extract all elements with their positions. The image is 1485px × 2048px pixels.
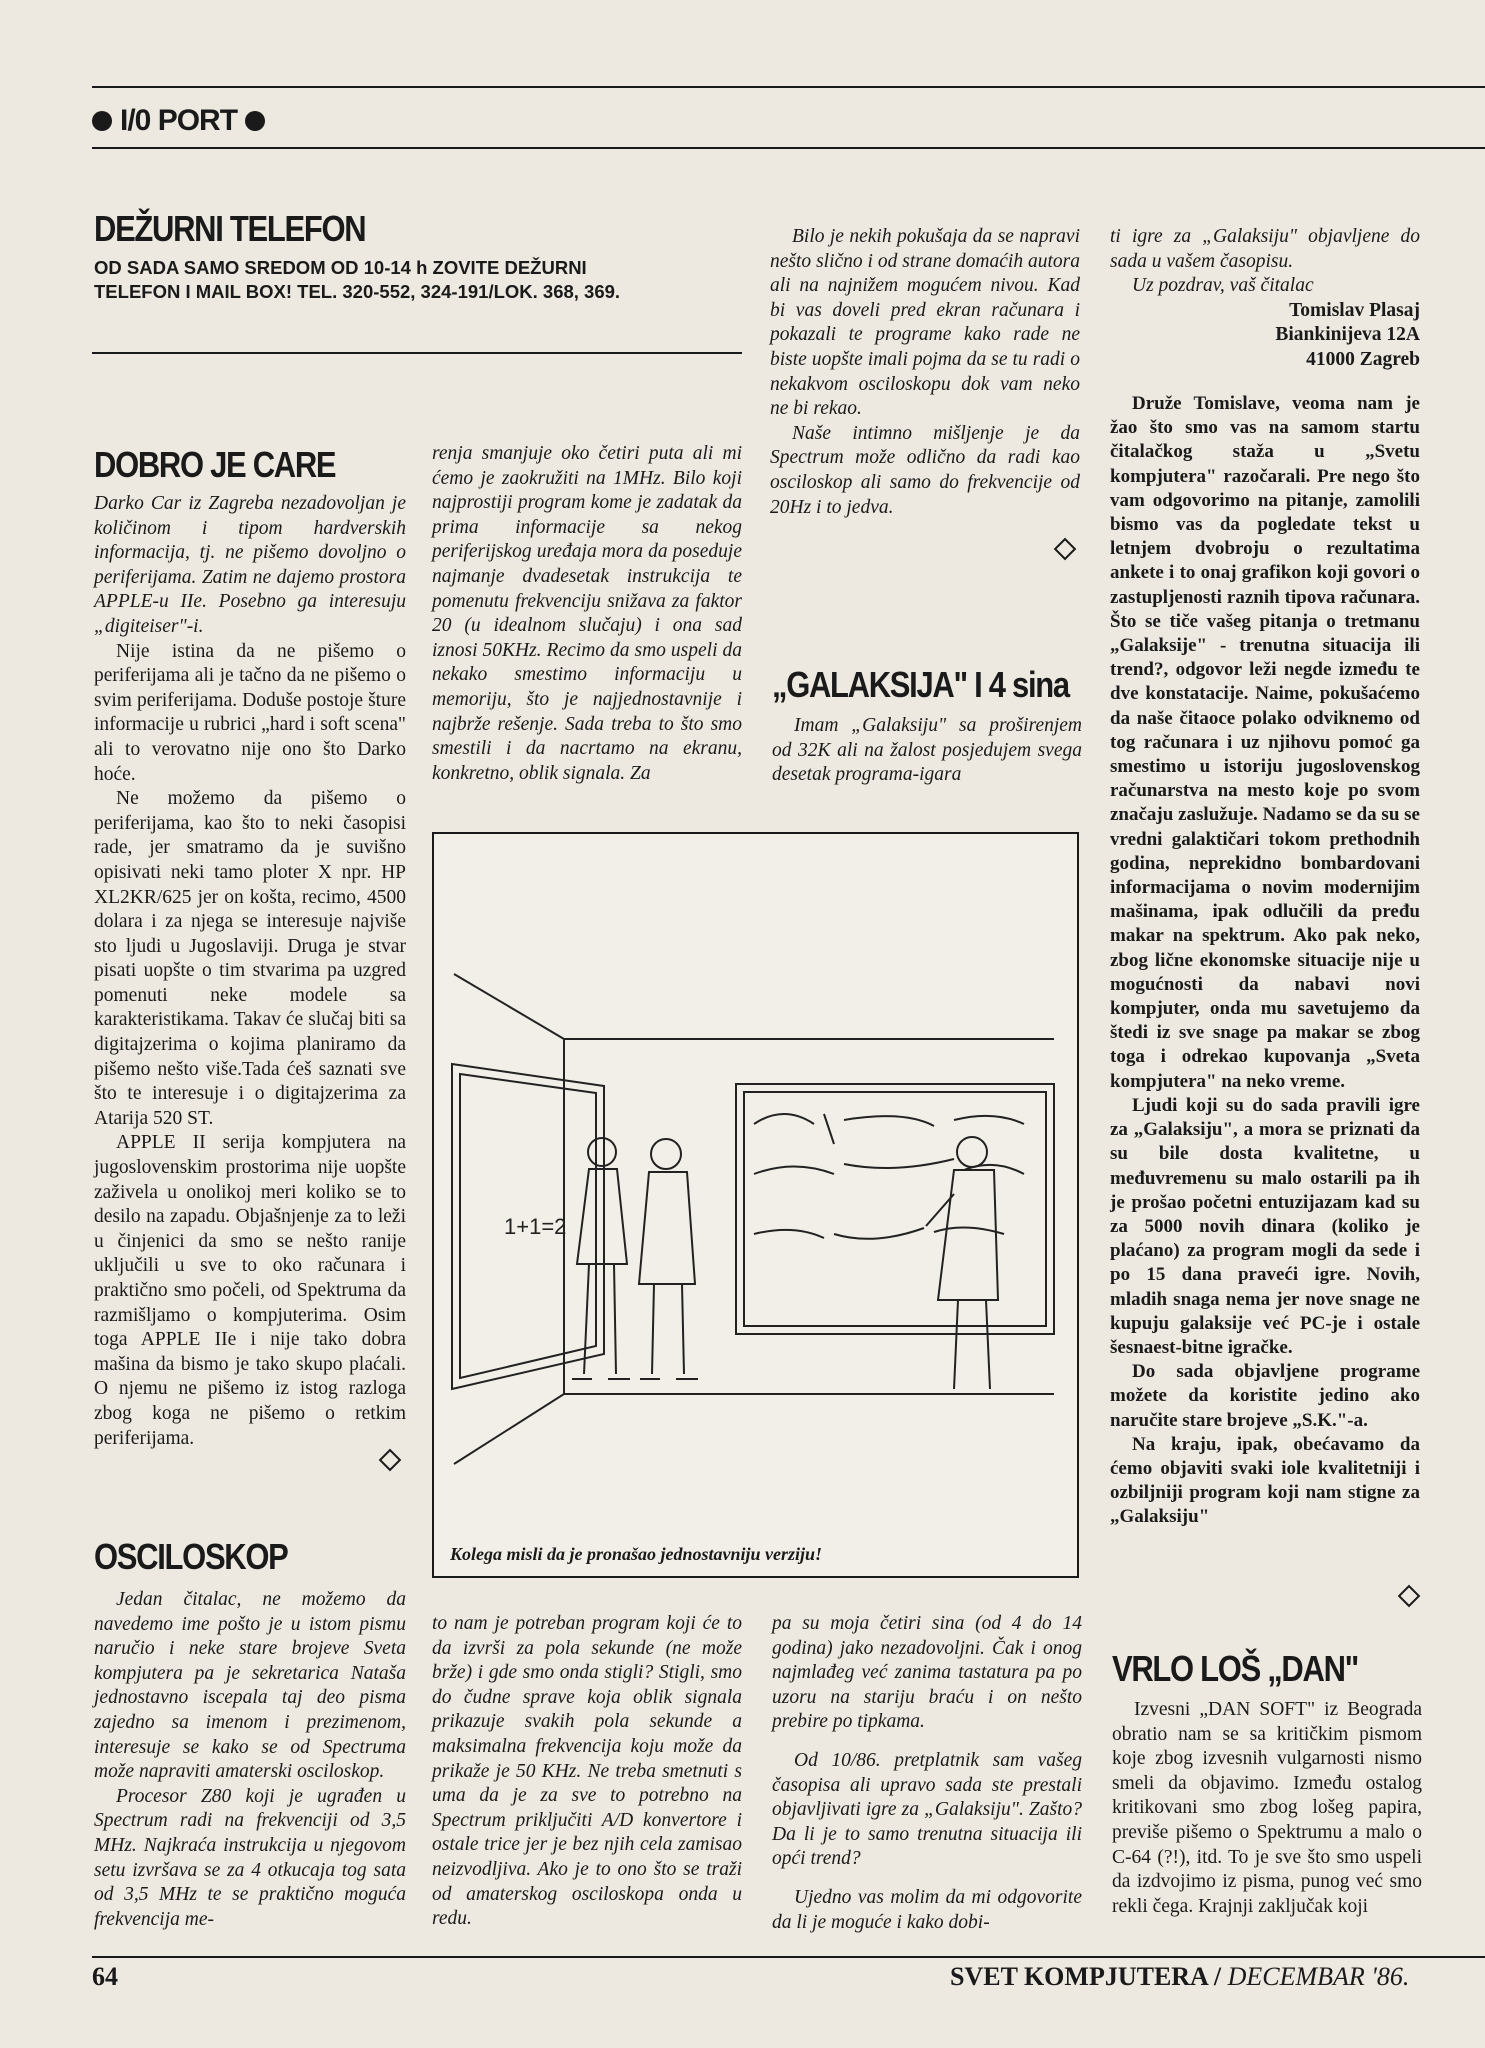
galaksija-letter-start	[772, 714, 1082, 788]
galaksija-letter-end	[1110, 225, 1420, 373]
dan-paragraph: Izvesni „DAN SOFT" iz Beograda obratio nam se sa kritičkim pismom koje zbog izvesnih vulgarnosti nismo smeli da objavimo. Između ostalog kritikovani smo zbog lošeg papira, previše pišemo o Spektrumu a malo o C-64 (?!), itd. To je sve što smo uspeli da izdvojimo iz pisma, punog već smo rekli čega. Krajnji zaključak koji	[1112, 1699, 1422, 1917]
osciloskop-paragraph: Naše intimno mišljenje je da Spectrum može odlično da radi kao osciloskop ali samo do frekvencije od 20Hz i to jedva.	[770, 422, 1080, 518]
galaksija-paragraph: Ujedno vas molim da mi odgovorite da li je moguće i kako dobi-	[772, 1886, 1082, 1933]
osciloskop-article	[94, 1588, 406, 1932]
magazine-name	[950, 1962, 1409, 1992]
osciloskop-paragraph: Jedan čitalac, ne možemo da navedemo ime pošto je u istom pismu naručio i neke stare brojeve Sveta kompjutera pa je sekretarica Nataša jednostavno iscepala taj deo pisma zajedno sa imenom i prezimenom, interesuje se kako se od Spectruma može napraviti amaterski osciloskop.	[94, 1589, 406, 1783]
signature-street: Biankinijeva 12A	[1275, 324, 1420, 346]
dan-title: VRLO LOŠ „DAN"	[1112, 1648, 1359, 1689]
osciloskop-title: OSCILOSKOP	[94, 1536, 288, 1577]
end-mark-icon	[379, 1449, 402, 1472]
dobro-title: DOBRO JE CARE	[94, 444, 336, 485]
osciloskop-middle	[432, 1612, 742, 1932]
issue-date: DECEMBAR '86.	[1227, 1962, 1410, 1991]
answer-paragraph: Na kraju, ipak, obećavamo da ćemo objaviti svaki iole kvalitetniji i ozbiljniji program koji nam stigne za „Galaksiju"	[1110, 1433, 1420, 1528]
dobro-paragraph: APPLE II serija kompjutera na jugoslovenskim prostorima nije uopšte zaživela u onolikoj meri koliko se to desilo na zapadu. Objašnjenje za to leži u činjenici da smo se nešto ranije uključili u sve to oko računara i praktično smo počeli, od Spektruma da razmišljamo o kompjuterima. Osim toga APPLE IIe i nije tako dobra mašina da bismo je tako skupo plaćali. O njemu ne pišemo iz istog razloga zbog koga ne pišemo o retkim periferijama.	[94, 1132, 406, 1449]
galaksija-title: „GALAKSIJA" I 4 sina	[772, 664, 1069, 705]
answer-paragraph: Do sada objavljene programe možete da koristite jedino ako naručite stare brojeve „S.K."-a.	[1110, 1361, 1420, 1431]
galaksija-paragraph: pa su moja četiri sina (od 4 do 14 godina) jako nezadovoljni. Čak i onog najmlađeg već zanima tastatura pa po uzoru na stariju braću i on nešto prebire po tipkama.	[772, 1613, 1082, 1733]
dobro-intro: Darko Car iz Zagreba nezadovoljan je količinom i tipom hardverskih informacija, tj. ne pišemo dovoljno o periferijama. Zatim ne dajemo prostora APPLE-u IIe. Posebno ga interesuju „digiteiser"-i.	[94, 493, 406, 637]
end-mark-icon	[1054, 538, 1077, 561]
signature-name: Tomislav Plasaj	[1289, 299, 1420, 321]
osciloskop-right	[770, 225, 1080, 520]
magazine-title: SVET KOMPJUTERA /	[950, 1962, 1222, 1991]
section-label: I/0 PORT	[120, 104, 238, 137]
galaksija-letter-middle	[772, 1612, 1082, 1935]
page-number: 64	[92, 1962, 118, 1991]
galaksija-answer	[1110, 392, 1420, 1530]
end-mark-icon	[1398, 1585, 1421, 1608]
osciloskop-paragraph: to nam je potreban program koji će to da izvrši za pola sekunde (ne može brže) i gde smo onda stigli? Stigli, smo do čudne sprave koja oblik signala prikazuje svakih pola sekunde a maksimalna frekvencija koju može da prikaže je 50 KHz. Ne treba smetnuti s uma da je za sve to potrebno na Spectrum priključiti A/D konvertore i ostale trice jer je bez njih cela zamisao neizvodljiva. Ako je to ono što se traži od amaterskog osciloskopa onda u redu.	[432, 1613, 742, 1930]
signature-city: 41000 Zagreb	[1306, 348, 1420, 370]
dezurni-title: DEŽURNI TELEFON	[94, 208, 366, 249]
galaksija-paragraph: Imam „Galaksiju" sa proširenjem od 32K ali na žalost posjedujem svega desetak programa-igara	[772, 715, 1082, 786]
cartoon-illustration	[432, 832, 1079, 1578]
dobro-paragraph: Ne možemo da pišemo o periferijama, kao što to neki časopisi rade, jer smatramo da je suvišno opisivati neki tamo ploter X npr. HP XL2KR/625 jer on košta, recimo, 4500 dolara i za njega se interesuje najviše sto ljudi u Jugoslaviji. Druga je stvar pisati uopšte o tim stvarima pa uzgred pomenuti neke modele sa karakteristikama. Takav će slučaj biti sa digitajzerima o kojima planiramo da pišemo nešto više.Tada ćeš saznati sve što te interesuje i o digitajzerima za Atarija 520 ST.	[94, 788, 406, 1129]
bullet-icon	[92, 111, 112, 131]
galaksija-greeting: Uz pozdrav, vaš čitalac	[1132, 275, 1314, 297]
osciloskop-continued: renja smanjuje oko četiri puta ali mi ćemo je zaokružiti na 1MHz. Bilo koji najprostiji program kome je zadatak da prima informacije sa nekog periferijskog uređaja mora da poseduje najmanje dvadesetak instrukcija te pomenutu frekvenciju snižava za faktor 20 (u idealnom slučaju) i ona sad iznosi 50KHz. Recimo da smo uspeli da nekako smestimo informaciju u memoriju, što je najjednostavnije i najbrže rešenje. Sada treba to što smo smestili i da nacrtamo na ekranu, konkretno, oblik signala. Za	[432, 443, 742, 784]
dobro-article	[94, 492, 406, 1451]
cartoon-caption: Kolega misli da je pronašao jednostavniju verziju!	[450, 1544, 823, 1564]
osciloskop-paragraph: Procesor Z80 koji je ugrađen u Spectrum radi na frekvenciji od 3,5 MHz. Najkraća instrukcija u njegovom setu izvršava se za 4 otkucaja tog sata od 3,5 MHz te se praktično moguća frekvencija me-	[94, 1785, 406, 1930]
section-tag	[92, 104, 265, 138]
bullet-icon	[245, 111, 265, 131]
dezurni-deck: OD SADA SAMO SREDOM OD 10-14 h ZOVITE DEŽURNI TELEFON I MAIL BOX! TEL. 320-552, 324-191/LOK. 368, 369.	[94, 257, 621, 302]
answer-paragraph: Druže Tomislave, veoma nam je žao što smo vas na samom startu čitalačkog staža u „Svetu kompjutera" razočarali. Pre nego što vam odgovorimo na pitanje, zamolili bismo vas da pogledate tekst u letnjem dvobroju o rezultatima ankete i to onaj grafikon koji govori o zastupljenosti raznih tipova računara. Što se tiče vašeg pitanja o tretmanu „Galaksije" - trenutna situacija ili trend?, odgovor leži negde između te dve konstatacije. Naime, pokušaćemo da naše čitaoce polako odviknemo od tog računara i uz njihovu pomoć ga smestimo u istoriju jugoslovenskog računarstva na mesto koje po svom značaju zaslužuje. Nadamo se da su se vredni galaktičari tokom prethodnih godina, neprekidno bombardovani informacijama o novim modernijim mašinama, ipak odlučili da pređu makar na spektrum. Ako pak neko, zbog lične ekonomske situacije nije u mogućnosti da nabavi novi kompjuter, onda mu savetujemo da štedi iz sve snage pa makar se zbog toga i odrekao kupovanja „Sveta kompjutera" na neko vreme.	[1110, 393, 1420, 1092]
board-left-text: 1+1=2	[504, 1214, 567, 1239]
dobro-paragraph: Nije istina da ne pišemo o periferijama ali je tačno da ne pišemo o svim periferijama. Doduše postoje šture informacije u rubrici „hard i soft scena" ali to verovatno nije ono što Darko hoće.	[94, 640, 406, 785]
cartoon-drawing	[434, 834, 1077, 1576]
answer-paragraph: Ljudi koji su do sada pravili igre za „Galaksiju", a mora se priznati da su bile dosta kvalitetne, u međuvremenu su malo ostarili pa ih je prošao početni entuzijazam kad su za 5000 novih dinara (koliko je plaćano) za program mogli da sede i po 15 dana praveći igre. Novih, mladih snaga nema jer nove snage ne kupuju galaksije već PC-je i ostale šesnaest-bitne igračke.	[1110, 1094, 1420, 1358]
galaksija-paragraph: Od 10/86. pretplatnik sam vašeg časopisa ali upravo sada ste prestali objavljivati igre za „Galaksiju". Zašto? Da li je to samo trenutna situacija ili opći trend?	[772, 1749, 1082, 1870]
osciloskop-paragraph: Bilo je nekih pokušaja da se napravi nešto slično i od strane domaćih autora ali na najnižem mogućem nivou. Kad bi vas doveli pred ekran računara i pokazali te programe kako rade ne biste uopšte imali pojma da se tu radi o nekakvom osciloskopu dok vam neko ne bi rekao.	[770, 226, 1080, 420]
dan-article	[1112, 1698, 1422, 1919]
galaksija-paragraph: ti igre za „Galaksiju" objavljene do sada u vašem časopisu.	[1110, 226, 1420, 272]
